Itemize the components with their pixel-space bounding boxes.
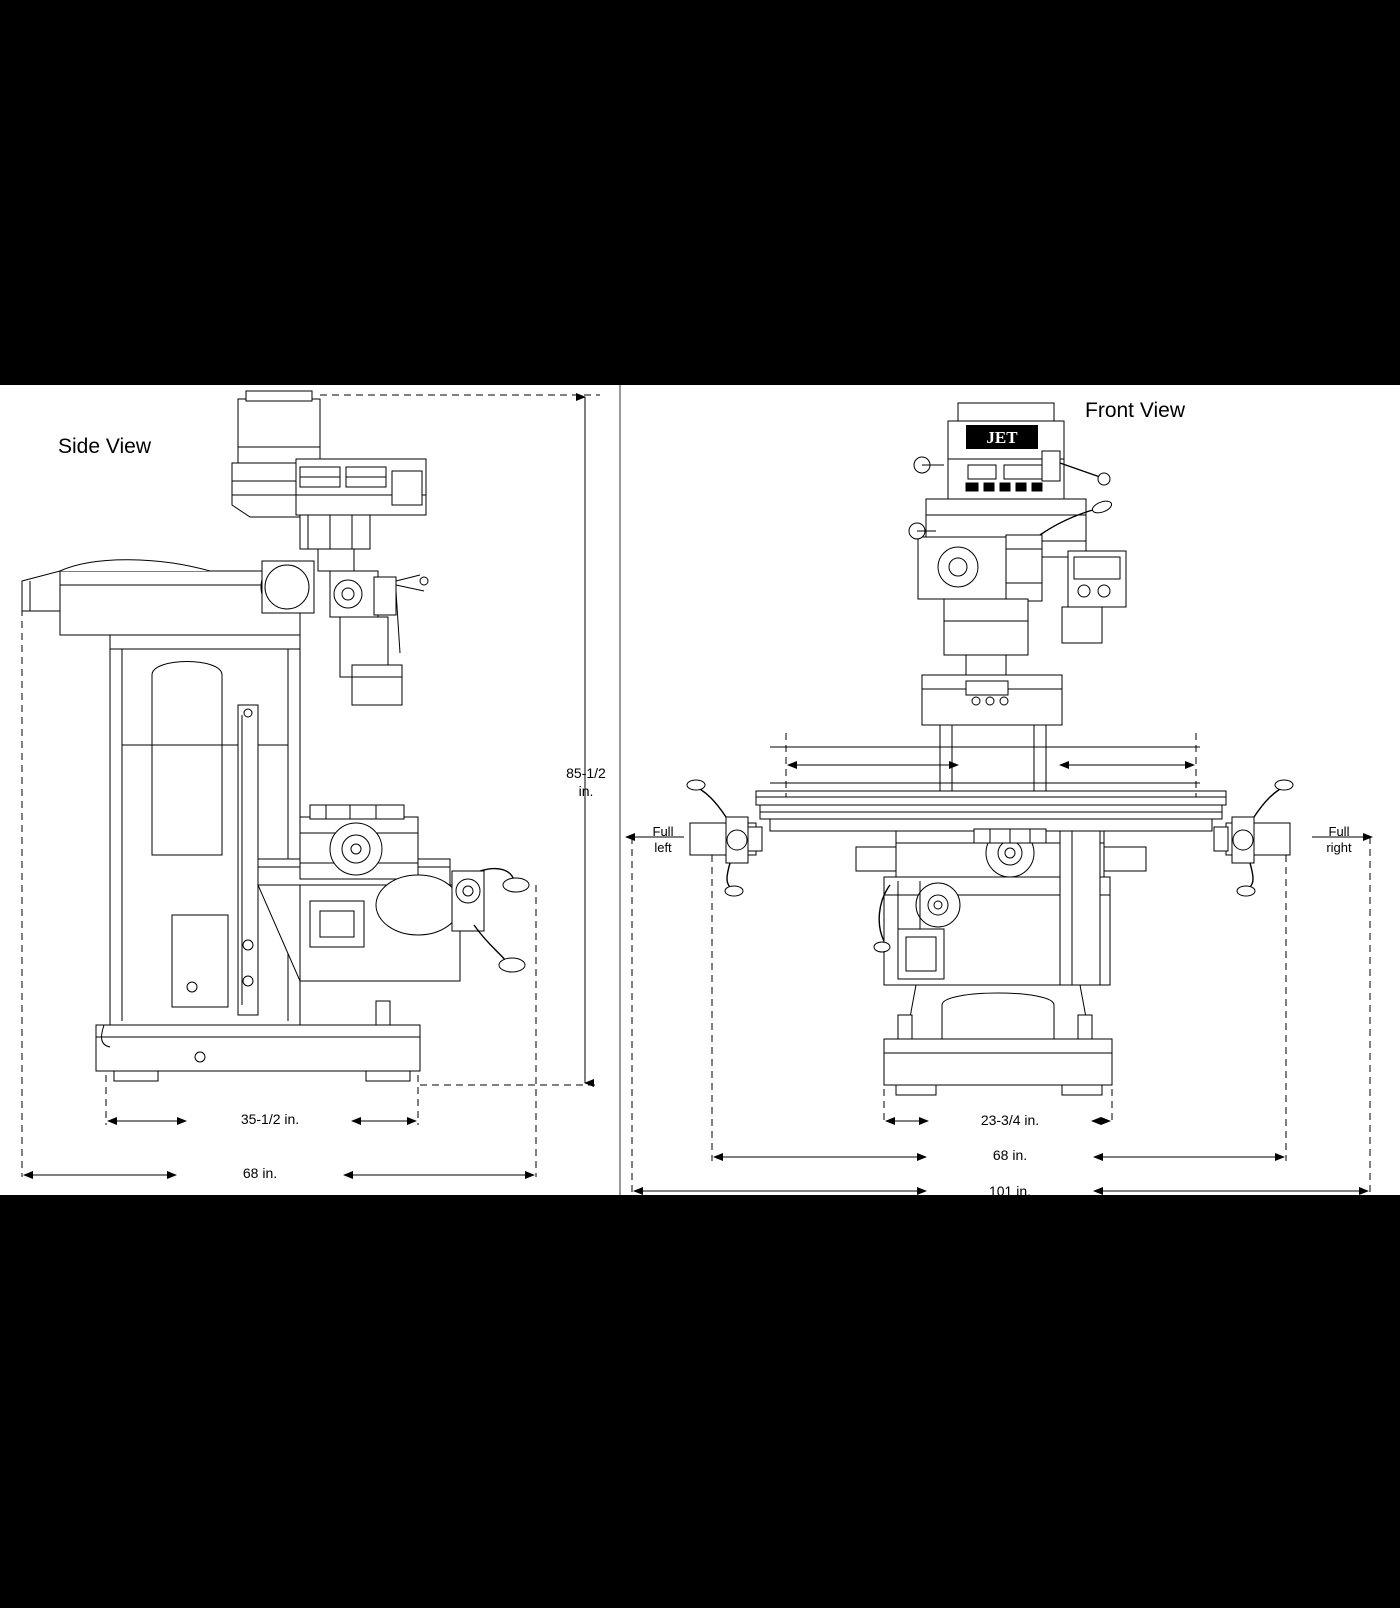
front-view-title: Front View	[1085, 399, 1185, 422]
annotation-full-left-line1: Full	[652, 824, 674, 839]
side-view-machine	[22, 391, 529, 1081]
dim-height-line1: 85-1/2	[566, 765, 606, 781]
technical-drawing-svg	[0, 385, 1400, 1195]
annotation-full-right-line2: right	[1326, 840, 1352, 855]
dim-base-width: 23-3/4 in.	[980, 1112, 1040, 1128]
drawing-canvas	[0, 385, 1400, 1199]
annotation-full-right-line1: Full	[1328, 824, 1350, 839]
front-view-machine	[687, 403, 1293, 1095]
dim-full-travel-width: 101 in.	[988, 1183, 1032, 1199]
dim-height-line2: in.	[578, 783, 594, 799]
jet-brand-logo: JET	[986, 428, 1018, 447]
dim-base-depth: 35-1/2 in.	[240, 1111, 300, 1127]
dim-machine-width: 68 in.	[992, 1147, 1028, 1163]
side-view-title: Side View	[58, 435, 152, 458]
dim-overall-depth: 68 in.	[242, 1165, 278, 1181]
annotation-full-left-line2: left	[654, 840, 672, 855]
